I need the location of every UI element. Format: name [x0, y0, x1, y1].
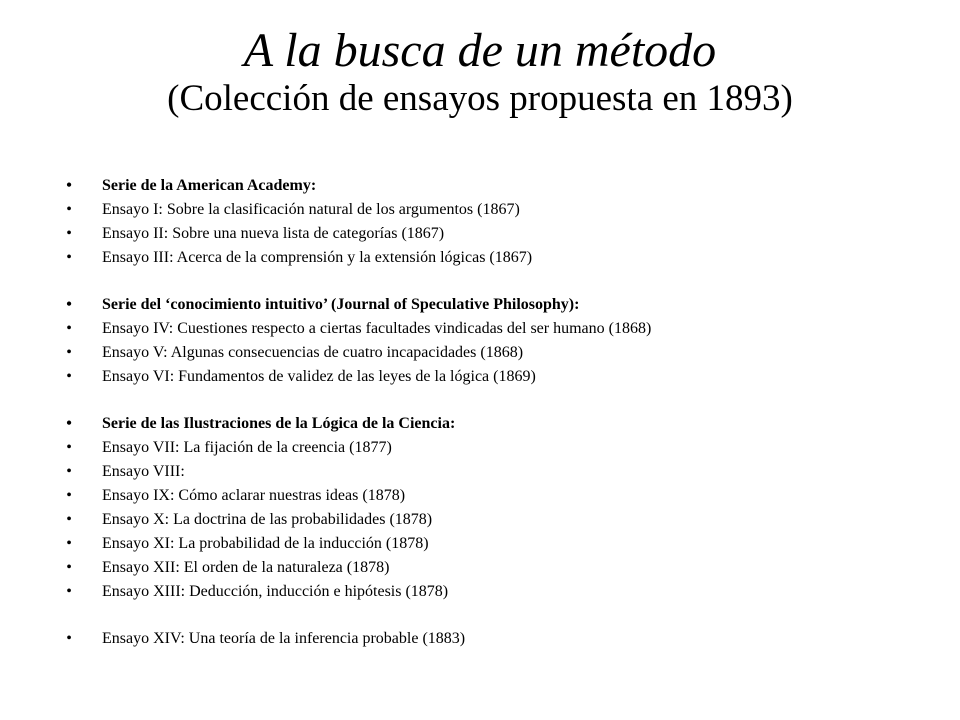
- list-item-text: Ensayo IX: Cómo aclarar nuestras ideas (1878): [102, 487, 406, 504]
- list-item: [58, 580, 938, 604]
- list-item-text: Ensayo X: La doctrina de las probabilidades (1878): [102, 511, 433, 528]
- list-section: [58, 412, 938, 604]
- bullet-icon: •: [66, 511, 72, 528]
- bullet-icon: •: [66, 559, 72, 576]
- bullet-icon: •: [66, 439, 72, 456]
- list-item-text: Ensayo II: Sobre una nueva lista de categorías (1867): [102, 225, 445, 242]
- bullet-icon: •: [66, 201, 72, 218]
- section-heading: [58, 293, 938, 317]
- bullet-icon: •: [66, 368, 72, 385]
- list-item: [58, 246, 938, 270]
- section-heading-text: Serie del ‘conocimiento intuitivo’ (Journal of Speculative Philosophy):: [102, 296, 580, 313]
- slide-title-block: [0, 24, 960, 119]
- bullet-icon: •: [66, 249, 72, 266]
- list-item-text: Ensayo VIII:: [102, 463, 185, 480]
- list-section: [58, 174, 938, 270]
- bullet-icon: •: [66, 177, 72, 194]
- bullet-icon: •: [66, 225, 72, 242]
- list-item: [58, 627, 938, 651]
- bullet-icon: •: [66, 487, 72, 504]
- list-item: [58, 341, 938, 365]
- list-item: [58, 556, 938, 580]
- bullet-icon: •: [66, 463, 72, 480]
- bullet-icon: •: [66, 630, 72, 647]
- list-section: [58, 627, 938, 651]
- slide-subtitle: (Colección de ensayos propuesta en 1893): [167, 77, 793, 119]
- list-item: [58, 484, 938, 508]
- list-item-text: Ensayo XIV: Una teoría de la inferencia probable (1883): [102, 630, 466, 647]
- list-item: [58, 222, 938, 246]
- section-heading-text: Serie de la American Academy:: [102, 177, 317, 194]
- bullet-list: [58, 174, 938, 674]
- bullet-icon: •: [66, 415, 72, 432]
- list-item-text: Ensayo VI: Fundamentos de validez de las leyes de la lógica (1869): [102, 368, 536, 385]
- slide-title: A la busca de un método: [243, 24, 717, 77]
- list-item-text: Ensayo IV: Cuestiones respecto a ciertas facultades vindicadas del ser humano (1868): [102, 320, 652, 337]
- list-section: [58, 293, 938, 389]
- list-item: [58, 508, 938, 532]
- bullet-icon: •: [66, 296, 72, 313]
- section-heading: [58, 174, 938, 198]
- list-item: [58, 365, 938, 389]
- list-item: [58, 532, 938, 556]
- list-item-text: Ensayo VII: La fijación de la creencia (1877): [102, 439, 392, 456]
- list-item: [58, 436, 938, 460]
- bullet-icon: •: [66, 344, 72, 361]
- list-item-text: Ensayo V: Algunas consecuencias de cuatro incapacidades (1868): [102, 344, 524, 361]
- list-item-text: Ensayo III: Acerca de la comprensión y la extensión lógicas (1867): [102, 249, 533, 266]
- bullet-icon: •: [66, 320, 72, 337]
- bullet-icon: •: [66, 583, 72, 600]
- section-heading-text: Serie de las Ilustraciones de la Lógica de la Ciencia:: [102, 415, 456, 432]
- section-heading: [58, 412, 938, 436]
- list-item: [58, 460, 938, 484]
- bullet-icon: •: [66, 535, 72, 552]
- list-item-text: Ensayo XI: La probabilidad de la inducción (1878): [102, 535, 429, 552]
- list-item-text: Ensayo XII: El orden de la naturaleza (1878): [102, 559, 390, 576]
- list-item: [58, 198, 938, 222]
- list-item: [58, 317, 938, 341]
- list-item-text: Ensayo I: Sobre la clasificación natural de los argumentos (1867): [102, 201, 520, 218]
- list-item-text: Ensayo XIII: Deducción, inducción e hipótesis (1878): [102, 583, 449, 600]
